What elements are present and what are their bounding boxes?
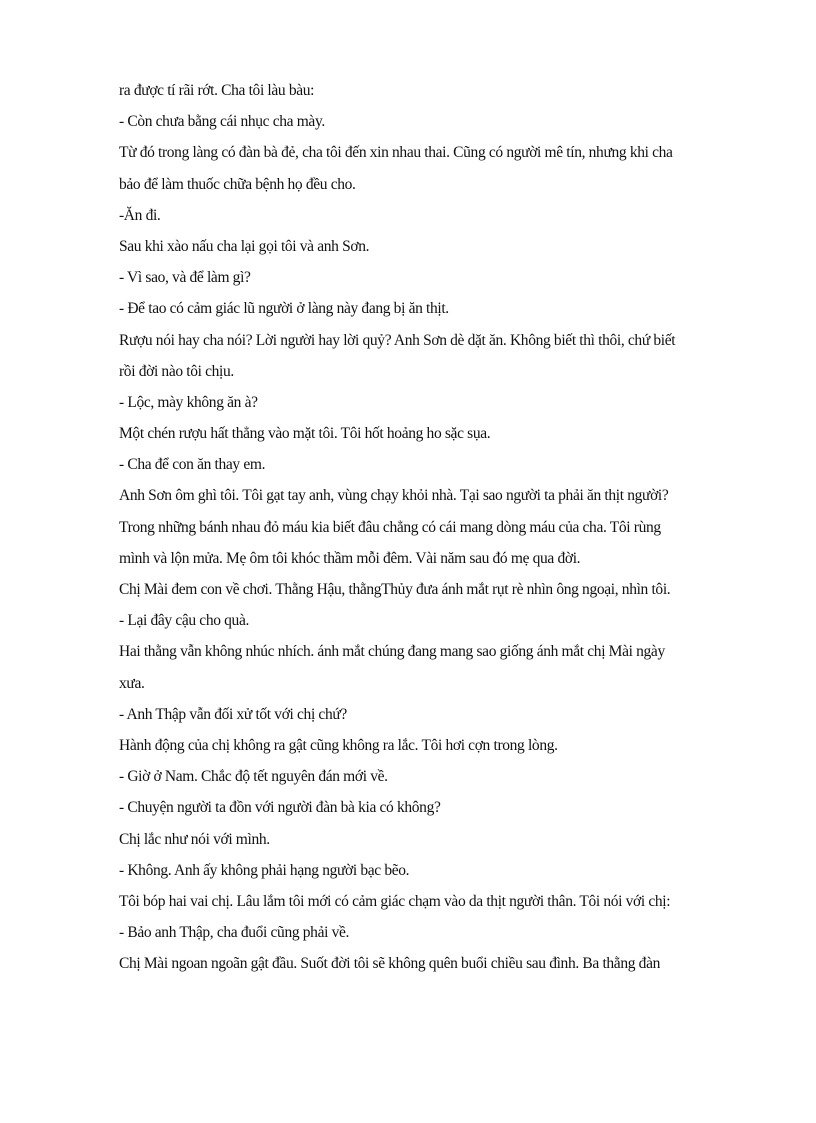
text-line: Trong những bánh nhau đỏ máu kia biết đâu chẳng có cái mang dòng máu của cha. Tôi rùng <box>119 518 661 536</box>
text-line: - Không. Anh ấy không phải hạng người bạc bẽo. <box>119 861 410 879</box>
text-line: Chị Mài ngoan ngoãn gật đầu. Suốt đời tôi sẽ không quên buổi chiều sau đình. Ba thằng đàn <box>119 955 660 973</box>
text-line: - Giờ ở Nam. Chắc độ tết nguyên đán mới về. <box>119 768 388 786</box>
text-line: rồi đời nào tôi chịu. <box>119 362 234 380</box>
text-line: Rượu nói hay cha nói? Lời người hay lời quỷ? Anh Sơn dè dặt ăn. Không biết thì thôi, chứ biết <box>119 331 676 349</box>
text-line: Từ đó trong làng có đàn bà đẻ, cha tôi đến xin nhau thai. Cũng có người mê tín, nhưng khi cha <box>119 144 673 162</box>
text-line: Chị lắc như nói với mình. <box>119 830 270 848</box>
text-line: - Còn chưa bằng cái nhục cha mày. <box>119 113 325 131</box>
text-line: Tôi bóp hai vai chị. Lâu lắm tôi mới có cảm giác chạm vào da thịt người thân. Tôi nói với chị: <box>119 892 671 910</box>
text-line: Một chén rượu hất thẳng vào mặt tôi. Tôi hốt hoảng ho sặc sụa. <box>119 425 491 443</box>
text-line: - Để tao có cảm giác lũ người ở làng này đang bị ăn thịt. <box>119 300 449 318</box>
text-line: Chị Mài đem con về chơi. Thằng Hậu, thằngThủy đưa ánh mắt rụt rè nhìn ông ngoại, nhìn tôi. <box>119 581 671 598</box>
text-line: - Anh Thập vẫn đối xử tốt với chị chứ? <box>119 705 347 723</box>
text-line: xưa. <box>119 674 145 692</box>
text-line: Hành động của chị không ra gật cũng không ra lắc. Tôi hơi cợn trong lòng. <box>119 736 558 754</box>
text-line: ra được tí rãi rớt. Cha tôi làu bàu: <box>119 82 315 99</box>
text-line: bảo để làm thuốc chữa bệnh họ đều cho. <box>119 175 356 193</box>
text-line: Hai thằng vẫn không nhúc nhích. ánh mắt chúng đang mang sao giống ánh mắt chị Mài ngày <box>119 643 665 661</box>
text-line: - Bảo anh Thập, cha đuổi cũng phải về. <box>119 924 350 942</box>
text-line: - Lại đây cậu cho quà. <box>119 612 250 630</box>
text-line: - Chuyện người ta đồn với người đàn bà kia có không? <box>119 799 441 817</box>
text-line: - Vì sao, và để làm gì? <box>119 269 251 287</box>
text-line: Sau khi xào nấu cha lại gọi tôi và anh Sơn. <box>119 237 370 255</box>
text-line: -Ăn đi. <box>119 206 161 224</box>
text-line: - Cha để con ăn thay em. <box>119 456 266 474</box>
text-line: mình và lộn mửa. Mẹ ôm tôi khóc thầm mỗi đêm. Vài năm sau đó mẹ qua đời. <box>119 549 581 567</box>
body-text <box>119 75 699 979</box>
text-line: - Lộc, mày không ăn à? <box>119 393 258 411</box>
text-line: Anh Sơn ôm ghì tôi. Tôi gạt tay anh, vùng chạy khỏi nhà. Tại sao người ta phải ăn thịt người? <box>119 487 669 505</box>
